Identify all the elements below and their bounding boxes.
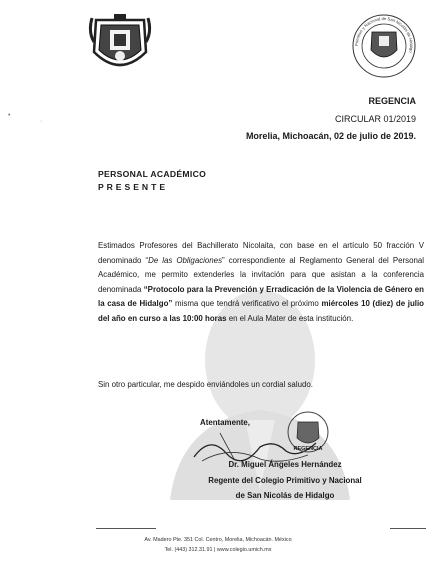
p1-text-d: en el Aula Mater de esta institución. xyxy=(226,313,354,323)
recipient-line-2: P R E S E N T E xyxy=(98,182,166,192)
signer-name: Dr. Miguel Ángeles Hernández xyxy=(228,460,342,469)
footer-address: Av. Madero Pte. 351 Col. Centro, Morelia, Michoacán. México xyxy=(144,537,292,543)
letter-paragraph-2: Sin otro particular, me despido enviándoles un cordial saludo. xyxy=(98,380,313,389)
p1-text-c: misma que tendrá verificativo el próximo xyxy=(172,299,322,309)
p1-text-b: ” correspondiente al Reglamento General del Personal Académico, me permito extenderles la invitación para que asistan a la conferencia denominada xyxy=(98,255,424,294)
stray-mark: • xyxy=(8,112,11,119)
official-stamp xyxy=(286,410,330,456)
footer-rule-left xyxy=(96,528,156,529)
signer-title-2: de San Nicolás de Hidalgo xyxy=(235,491,335,500)
seal-ring-text: Primitivo y Nacional de San Nicolás de Hidalgo xyxy=(353,15,415,54)
p1-event-title: “Protocolo para la Prevención y Erradicación de la Violencia de Género en la casa de Hidalgo” xyxy=(98,284,424,309)
footer-rule-right xyxy=(390,528,426,529)
colegio-seal-right xyxy=(350,12,418,80)
stray-mark: · xyxy=(40,118,43,125)
department-heading: REGENCIA xyxy=(368,96,416,106)
signer-title-1: Regente del Colegio Primitivo y Nacional xyxy=(208,476,362,485)
circular-number: CIRCULAR 01/2019 xyxy=(334,114,416,124)
stamp-label: REGENCIA xyxy=(293,446,323,452)
p1-text-a: Estimados Profesores del Bachillerato Nicolaita, con base en el artículo 50 fracción V denominado “ xyxy=(98,241,424,265)
university-seal-left xyxy=(88,12,152,80)
footer-contact: Tel. (443) 312.31.91 | www.colegio.umich.mx xyxy=(164,547,272,553)
closing: Atentamente, xyxy=(200,418,250,427)
recipient-line-1: PERSONAL ACADÉMICO xyxy=(98,169,207,179)
place-date: Morelia, Michoacán, 02 de julio de 2019. xyxy=(245,131,416,141)
letter-paragraph-1 xyxy=(98,239,424,327)
p1-italic: De las Obligaciones xyxy=(148,255,223,265)
p1-event-date: miércoles 10 (diez) de julio del año en curso a las 10:00 horas xyxy=(98,299,424,323)
